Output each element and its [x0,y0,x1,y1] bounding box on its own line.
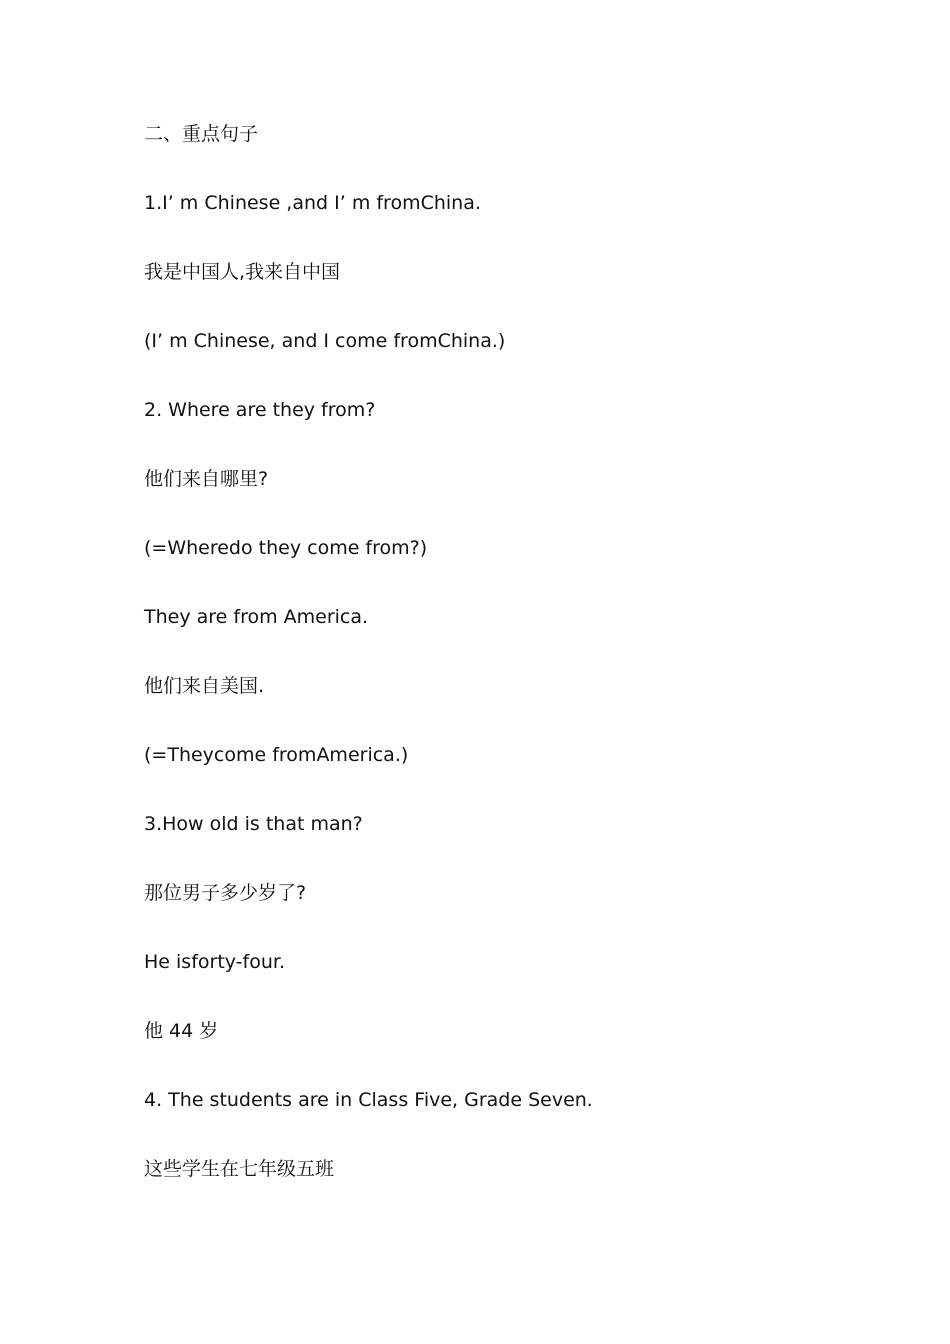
section-heading: 二、重点句子 [144,123,259,145]
sentence-line: 他们来自哪里? [144,468,269,490]
sentence-line: (I’ m Chinese, and I come fromChina.) [144,330,506,352]
sentence-line: (=Theycome fromAmerica.) [144,744,409,766]
sentence-line: 我是中国人,我来自中国 [144,261,341,283]
sentence-line: They are from America. [144,606,369,628]
sentence-line: 这些学生在七年级五班 [144,1158,335,1180]
sentence-line: He isforty-four. [144,951,285,973]
sentence-line: 2. Where are they from? [144,399,376,421]
document-body [144,118,904,1222]
sentence-line: 4. The students are in Class Five, Grade Seven. [144,1089,593,1111]
sentence-line: 他们来自美国. [144,675,265,697]
sentence-line: 那位男子多少岁了? [144,882,307,904]
sentence-line: 1.I’ m Chinese ,and I’ m fromChina. [144,192,481,214]
sentence-line: (=Wheredo they come from?) [144,537,428,559]
sentence-line: 3.How old is that man? [144,813,363,835]
sentence-line: 他 44 岁 [144,1020,219,1042]
